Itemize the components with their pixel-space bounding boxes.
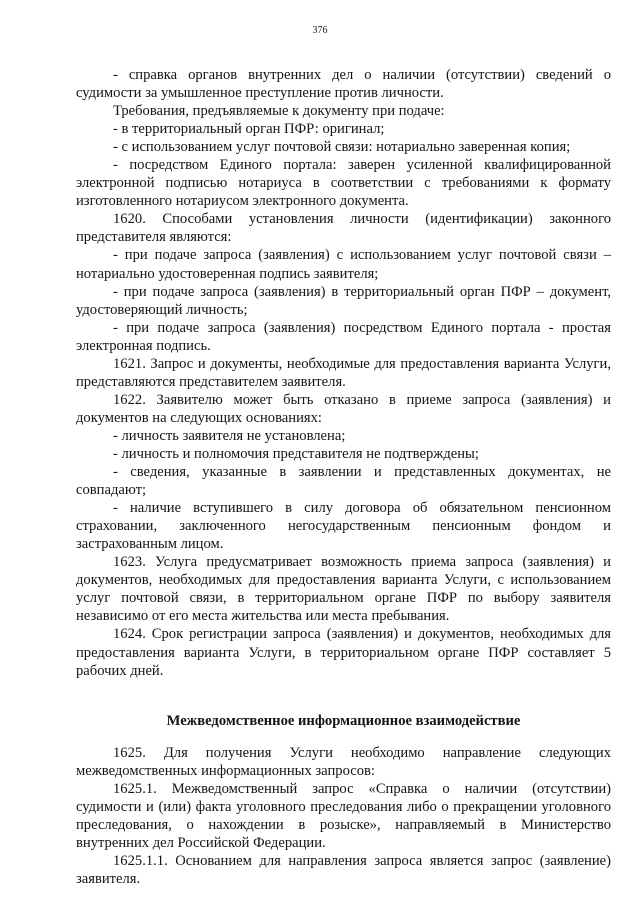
- list-item: - наличие вступившего в силу договора об обязательном пенсионном страховании, заключенного негосударственным пенсионным фондом и застрахованным лицом.: [76, 500, 611, 553]
- paragraph: 1620. Способами установления личности (идентификации) законного представителя являются:: [76, 211, 611, 246]
- list-item: - при подаче запроса (заявления) в территориальный орган ПФР – документ, удостоверяющий личность;: [76, 283, 611, 318]
- list-item: - посредством Единого портала: заверен усиленной квалифицированной электронной подписью нотариуса в соответствии с требованиями к формату изготовленного нотариусом электронного документа.: [76, 157, 611, 210]
- paragraph: 1624. Срок регистрации запроса (заявления) и документов, необходимых для предоставления варианта Услуги, в территориальном органе ПФР составляет 5 рабочих дней.: [76, 626, 611, 679]
- list-item: - сведения, указанные в заявлении и представленных документах, не совпадают;: [76, 464, 611, 499]
- paragraph: 1625. Для получения Услуги необходимо направление следующих межведомственных информационных запросов:: [76, 744, 611, 779]
- list-item: - в территориальный орган ПФР: оригинал;: [113, 121, 385, 138]
- paragraph: 1623. Услуга предусматривает возможность приема запроса (заявления) и документов, необходимых для предоставления варианта Услуги, с использованием услуг почтовой связи, в территориальном органе ПФР по выбору заявителя независимо от его места жительства или места пребывания.: [76, 554, 611, 625]
- paragraph: 1622. Заявителю может быть отказано в приеме запроса (заявления) и документов на следующих основаниях:: [76, 391, 611, 426]
- section-heading: Межведомственное информационное взаимодействие: [166, 712, 521, 729]
- list-item: - при подаче запроса (заявления) с использованием услуг почтовой связи – нотариально удостоверенная подпись заявителя;: [76, 247, 611, 282]
- paragraph: 1621. Запрос и документы, необходимые для предоставления варианта Услуги, представляются представителем заявителя.: [76, 355, 611, 390]
- paragraph: 1625.1.1. Основанием для направления запроса является запрос (заявление) заявителя.: [76, 852, 611, 887]
- page-number: 376: [312, 25, 328, 36]
- paragraph: Требования, предъявляемые к документу при подаче:: [113, 103, 445, 120]
- list-item: - при подаче запроса (заявления) посредством Единого портала - простая электронная подпись.: [76, 319, 611, 354]
- list-item: - личность заявителя не установлена;: [113, 427, 346, 444]
- list-item: - с использованием услуг почтовой связи: нотариально заверенная копия;: [113, 139, 571, 156]
- paragraph: 1625.1. Межведомственный запрос «Справка о наличии (отсутствии) судимости и (или) факта уголовного преследования либо о прекращении уголовного преследования, о нахождении в розыске», направляемый в Министерство внутренних дел Российской Федерации.: [76, 780, 611, 851]
- list-item: - личность и полномочия представителя не подтверждены;: [113, 445, 479, 462]
- document-body: [76, 66, 611, 888]
- paragraph: - справка органов внутренних дел о наличии (отсутствии) сведений о судимости за умышленное преступление против личности.: [76, 67, 611, 102]
